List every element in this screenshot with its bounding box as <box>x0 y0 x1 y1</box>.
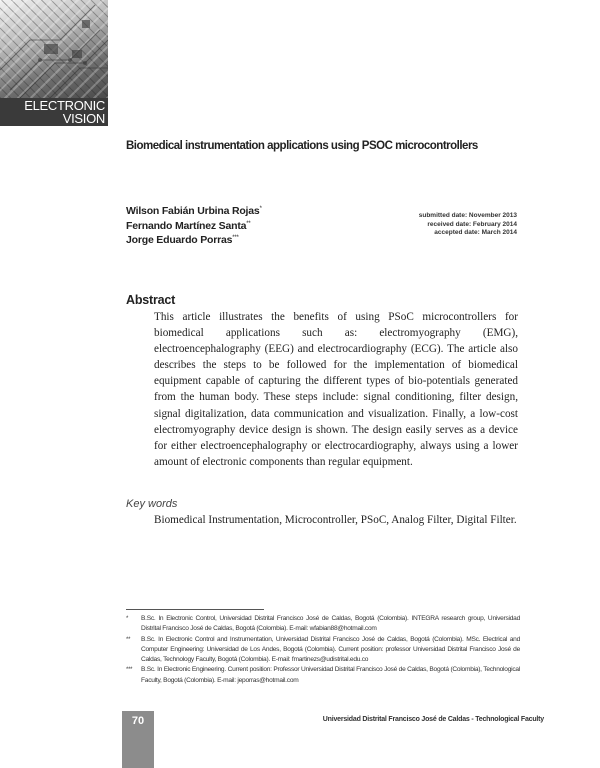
footnote-mark: * <box>259 206 262 212</box>
section-label-line1: ELECTRONIC <box>24 98 105 113</box>
author-list <box>126 203 262 247</box>
footnotes <box>126 614 520 686</box>
article-dates <box>419 212 517 238</box>
footnote-mark: ** <box>246 220 251 227</box>
received-date: received date: February 2014 <box>427 220 517 228</box>
author-item: Fernando Martínez Santa** <box>126 219 251 232</box>
running-footer: Universidad Distrital Francisco José de Caldas - Technological Faculty <box>322 716 544 723</box>
footnote <box>126 614 520 635</box>
footnote <box>126 665 520 686</box>
section-label <box>0 98 108 126</box>
footnote-mark: *** <box>126 667 133 674</box>
article-title: Biomedical instrumentation applications using PSOC microcontrollers <box>126 140 478 152</box>
page-number: 70 <box>131 715 145 727</box>
abstract-body: This article illustrates the benefits of using PSoC microcontrollers for biomedical applications such as: electromyography (EMG), electroencephalography (EEG) and electrocardiography (ECG). The article also describes the steps to be followed for the implementation of biomedical equipment capable of capturing the different types of bio-potentials generated from the human body. These steps include: signal conditioning, filter design, signal digitalization, data communication and visualization. Finally, a low-cost electromyography device design is shown. The design easily serves as a device for either electroencephalography or electrocardiography, always using a lower amount of electronic components than regular equipment. <box>154 311 518 468</box>
footnote-divider <box>126 609 264 610</box>
footnote <box>126 635 520 666</box>
keywords-heading: Key words <box>126 498 178 510</box>
footnote-mark: * <box>126 616 129 622</box>
section-label-line2: VISION <box>62 111 105 126</box>
abstract-heading: Abstract <box>126 293 176 307</box>
header-circuit-image <box>0 0 108 98</box>
accepted-date: accepted date: March 2014 <box>434 229 517 236</box>
footnote-text: B.Sc. In Electronic Control, Universidad Distrital Francisco José de Caldas, Bogotá (Colombia). INTEGRA research group, Universidad Distrital Francisco José de Caldas, Bogotá (Colombia). E-mail: wfabian88@hotmail.com <box>141 615 520 633</box>
footnote-mark: ** <box>126 636 131 643</box>
footnote-text: B.Sc. In Electronic Engineering. Current position: Professor Universidad Distrital Francisco José de Caldas, Bogotá (Colombia), Technological Faculty, Bogotá (Colombia). E-mail: jeporras@hotmail.com <box>141 666 520 684</box>
submitted-date: submitted date: November 2013 <box>418 212 517 219</box>
keywords-body: Biomedical Instrumentation, Microcontroller, PSoC, Analog Filter, Digital Filter. <box>154 514 517 526</box>
circuit-board-icon <box>0 0 108 98</box>
author-item: Wilson Fabián Urbina Rojas* <box>126 205 262 217</box>
footnote-text: B.Sc. In Electronic Control and Instrumentation, Universidad Distrital Francisco José de Caldas, Bogotá (Colombia). MSc. Electrical and Computer Engineering: Universidad de Los Andes, Bogotá (Colombia). Current position: professor Universidad Distrital Francisco José de Caldas, Technology Faculty, Bogotá (Colombia). E-mail: fmartinezs@udistrital.edu.co <box>141 635 520 664</box>
author-item: Jorge Eduardo Porras*** <box>126 234 239 246</box>
footnote-mark: *** <box>232 235 239 241</box>
